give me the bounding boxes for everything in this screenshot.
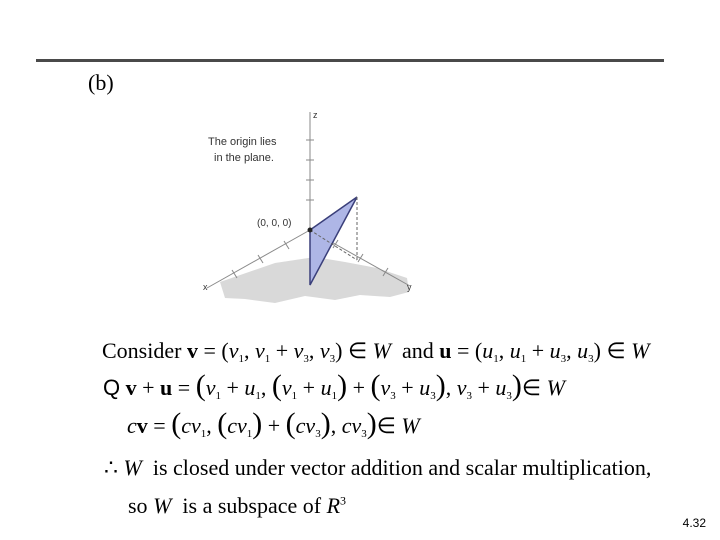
plane-figure [195,100,425,315]
caption-line-1: The origin lies [208,136,277,148]
subspace-text: is a subspace of [182,493,322,518]
origin-point [308,228,313,233]
origin-label: (0, 0, 0) [257,218,292,229]
line-scalar: cv = ($cv_1$, $(cv_1) + (cv_3)$, $cv_3)\in$ W [127,407,420,440]
therefore-symbol: ∴ [104,455,118,480]
w-symbol: W [631,338,650,363]
w-symbol: W [372,338,391,363]
axis-x-label: x [203,282,208,292]
w-symbol: W [123,455,142,480]
line-closed [104,455,651,481]
axis-z-label: z [313,110,318,120]
w-symbol: W [546,375,565,400]
line-sum: Q $v + u = (v_1 + u_1$, $(v_1 + u_1) + (v_3 + u_3)$, $v_3$ + $u_3)\in$ W [103,369,565,402]
r-exponent: 3 [340,493,347,508]
and-word: and [402,338,434,363]
consider-word: Consider [102,338,182,363]
so-word: so [128,493,148,518]
closed-text: is closed under vector addition and scalar multiplication, [152,455,652,480]
plane-diagram [195,100,425,315]
r-symbol: R [326,493,341,518]
page-number: 4.32 [682,516,706,530]
axis-y-label: y [407,282,412,292]
part-label: (b) [88,70,114,95]
line-consider: Consider $v = (v_1$, $v_1 + v_3$, $v_3$) ∈ W and $u = (u_1$, $u_1 + u_3$, $u_3$) ∈ W [102,338,650,365]
w-symbol: W [153,493,172,518]
line-subspace [128,493,346,519]
title-rule [36,59,664,62]
w-symbol: W [401,413,420,438]
caption-line-2: in the plane. [214,152,274,164]
because-symbol: Q [103,375,121,400]
